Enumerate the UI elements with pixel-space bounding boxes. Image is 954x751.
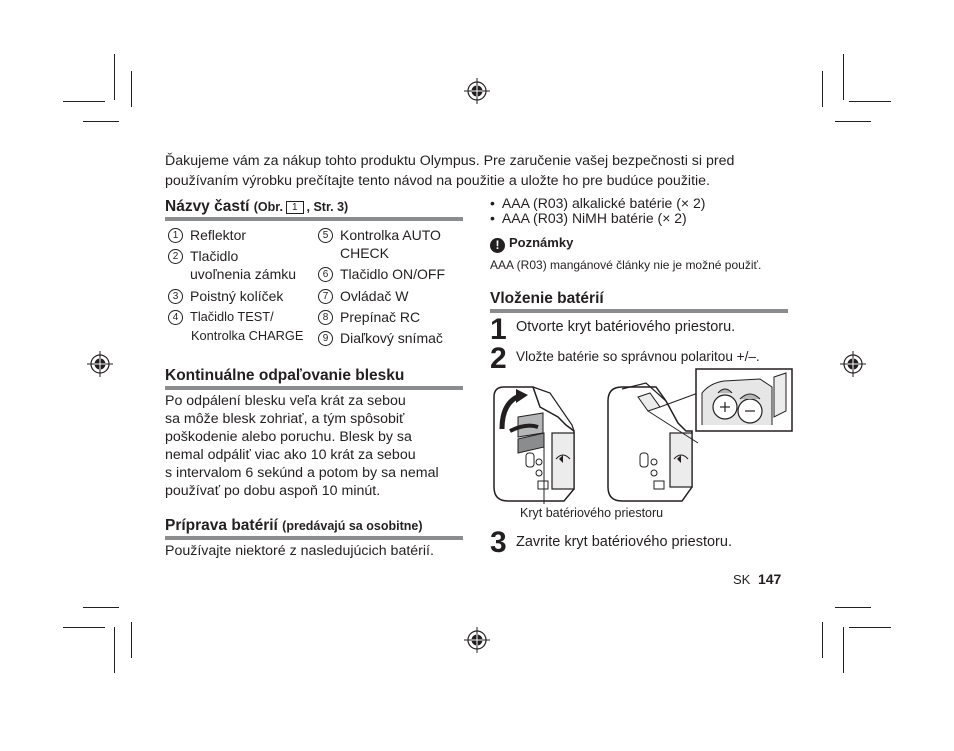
item-label: Diaľkový snímač [340, 330, 443, 346]
item-label: Tlačidlo [190, 248, 239, 264]
item-label: Kontrolka AUTO [340, 227, 441, 243]
item-number: 6 [318, 267, 333, 282]
crop-mark [131, 622, 132, 658]
item-number: 4 [168, 310, 183, 325]
step-number: 3 [490, 526, 507, 559]
crop-mark [843, 54, 844, 100]
text-line: nemal odpáliť viac ako 10 krát za sebou [165, 447, 416, 463]
prep-text: Používajte niektoré z nasledujúcich batérií. [165, 543, 434, 559]
battery-item-label: AAA (R03) NiMH batérie (× 2) [501, 210, 687, 226]
battery-item-label: AAA (R03) alkalické batérie (× 2) [501, 195, 706, 211]
prep-subtitle: (predávajú sa osobitne) [282, 519, 423, 533]
step-number: 2 [490, 342, 507, 375]
crop-mark [63, 627, 105, 628]
item-number: 5 [318, 228, 333, 243]
page-number: 147 [757, 571, 782, 587]
parts-ref-suffix: , Str. 3) [306, 200, 349, 214]
caution-icon: ! [490, 238, 505, 253]
crop-mark [83, 121, 119, 122]
item-number: 1 [168, 228, 183, 243]
notes-title: Poznámky [509, 235, 574, 250]
figure-ref-box: 1 [286, 201, 304, 214]
notes-text: AAA (R03) mangánové články nie je možné použiť. [490, 258, 762, 272]
insert-heading: Vloženie batérií [490, 290, 788, 313]
item-label-line2: CHECK [340, 245, 390, 261]
bullet: • [490, 195, 502, 211]
parts-ref-prefix: (Obr. [253, 200, 283, 214]
text-line: sa môže blesk zohriať, a tým spôsobiť [165, 411, 405, 427]
prep-title: Príprava batérií [165, 517, 278, 534]
crop-mark [114, 627, 115, 673]
crop-mark [822, 71, 823, 107]
crop-mark [83, 607, 119, 608]
bullet: • [490, 210, 502, 226]
step-text: Zavrite kryt batériového priestoru. [516, 534, 732, 550]
item-label-line2: Kontrolka CHARGE [191, 328, 304, 343]
step-number: 1 [490, 313, 507, 346]
item-number: 3 [168, 289, 183, 304]
battery-list [490, 196, 705, 226]
item-label: Poistný kolíček [190, 288, 284, 304]
battery-insertion-figure [488, 367, 793, 504]
step-text: Vložte batérie so správnou polaritou +/–. [516, 349, 760, 364]
crop-mark [822, 622, 823, 658]
notes-heading [490, 235, 573, 253]
parts-title: Názvy častí [165, 198, 250, 215]
crop-mark [835, 607, 871, 608]
crop-mark [63, 101, 105, 102]
crop-mark [131, 71, 132, 107]
page-footer [733, 571, 781, 587]
text-line: s intervalom 6 sekúnd a potom by sa nemal [165, 465, 439, 481]
item-number: 7 [318, 289, 333, 304]
item-label: Reflektor [190, 227, 247, 243]
registration-mark-icon [87, 351, 113, 377]
text-line: Po odpálení blesku veľa krát za sebou [165, 393, 406, 409]
registration-mark-icon [464, 78, 490, 104]
intro-paragraph: Ďakujeme vám za nákup tohto produktu Olympus. Pre zaručenie vašej bezpečnosti si pred používaním výrobku prečítajte tento návod na použitie a uložte ho pre budúce použitie. [165, 153, 735, 189]
parts-heading [165, 198, 463, 221]
flash-unit-open-illustration [608, 383, 698, 501]
step-text: Otvorte kryt batériového priestoru. [516, 319, 736, 335]
item-number: 2 [168, 249, 183, 264]
text-line: poškodenie alebo poruchu. Blesk by sa [165, 429, 412, 445]
registration-mark-icon [840, 351, 866, 377]
crop-mark [849, 627, 891, 628]
continuous-paragraph [165, 392, 465, 500]
crop-mark [114, 54, 115, 100]
item-label: Ovládač W [340, 288, 409, 304]
crop-mark [849, 101, 891, 102]
flash-unit-illustration [494, 387, 574, 504]
continuous-heading: Kontinuálne odpaľovanie blesku [165, 367, 463, 390]
figure-caption: Kryt batériového priestoru [520, 506, 664, 520]
list-item [490, 211, 705, 226]
prep-heading [165, 517, 463, 540]
item-label: Tlačidlo ON/OFF [340, 266, 446, 282]
battery-compartment-inset [696, 369, 792, 431]
crop-mark [843, 627, 844, 673]
registration-mark-icon [464, 627, 490, 653]
item-label: Prepínač RC [340, 309, 421, 325]
text-line: používať po dobu aspoň 10 minút. [165, 483, 381, 499]
item-label: Tlačidlo TEST/ [190, 309, 274, 324]
language-code: SK [733, 572, 751, 587]
item-label-line2: uvoľnenia zámku [190, 266, 297, 282]
crop-mark [835, 121, 871, 122]
list-item [490, 196, 705, 211]
item-number: 8 [318, 310, 333, 325]
item-number: 9 [318, 331, 333, 346]
